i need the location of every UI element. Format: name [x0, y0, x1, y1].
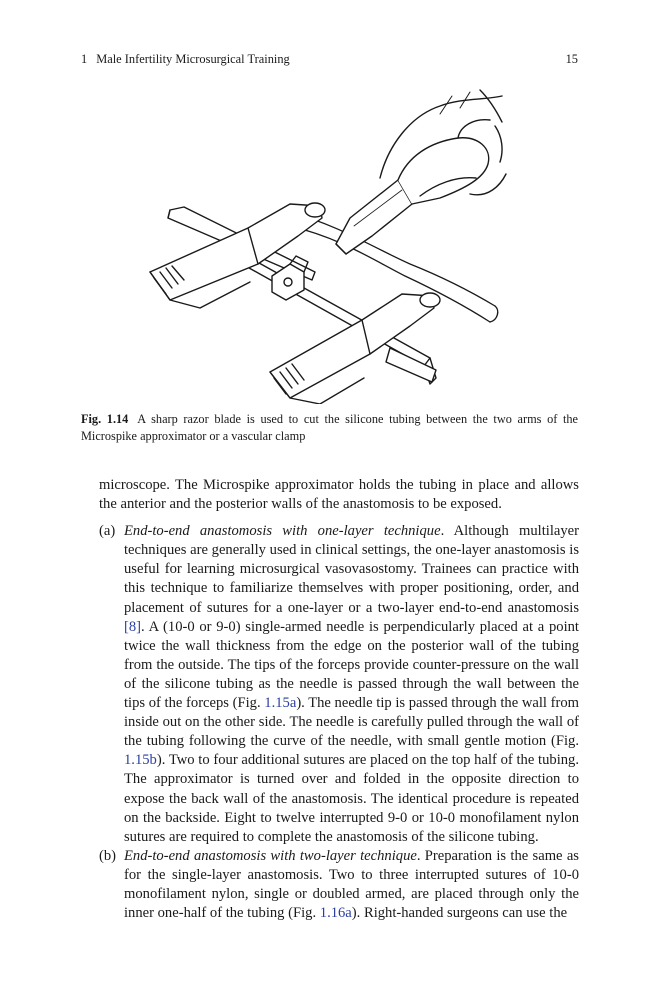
item-b-title: End-to-end anastomosis with two-layer technique	[124, 847, 417, 864]
figure-caption-text: A sharp razor blade is used to cut the silicone tubing between the two arms of the Microspike approximator or a vascular clamp	[81, 412, 578, 443]
intro-paragraph: microscope. The Microspike approximator holds the tubing in place and allows the anterior and the posterior walls of the anastomosis to be exposed.	[99, 477, 579, 513]
chapter-title: Male Infertility Microsurgical Training	[96, 52, 290, 66]
figure-label: Fig. 1.14	[81, 412, 129, 426]
item-b-text-1: . Preparation is the same as for the single-layer anastomosis. Two to three interrupted sutures of 10-0 monofilament nylon, single or doubled armed, are placed through only the inner one-half of the tubing (Fig.	[124, 847, 579, 922]
list-item-b	[99, 847, 579, 923]
item-a-text-4: ). Two to four additional sutures are placed on the top half of the tubing. The approximator is turned over and folded in the opposite direction to expose the back wall of the anastomosis. The identical procedure is repeated on the backside. Eight to twelve interrupted 9-0 or 10-0 monofilament nylon sutures are required to complete the anastomosis of the silicone tubing.	[124, 752, 579, 845]
list-content-a	[124, 522, 579, 847]
citation-link[interactable]: [8]	[124, 618, 142, 635]
item-b-text-2: ). Right-handed surgeons can use the	[351, 905, 568, 922]
list-marker-b: (b)	[99, 847, 117, 864]
razor-clamp-illustration	[140, 86, 530, 404]
item-a-text-3: ). The needle tip is passed through the wall from inside out on the other side. The needle is carefully pulled through the wall of the tubing following the curve of the needle, with small gentle motion (Fig.	[124, 695, 579, 750]
figure-link-1-16a[interactable]: 1.16a	[319, 905, 352, 922]
item-a-title: End-to-end anastomosis with one-layer technique	[124, 523, 441, 540]
chapter-heading	[81, 52, 299, 68]
figure-link-1-15b[interactable]: 1.15b	[124, 752, 157, 769]
chapter-number: 1	[81, 52, 88, 66]
figure-illustration	[140, 86, 530, 404]
item-a-text-1: . Although multilayer techniques are generally used in clinical settings, the one-layer anastomosis is useful for learning microsurgical vasovasostomy. Trainees can practice with this technique to familiarize themselves with proper positioning, order, and placement of sutures for a one-layer or a two-layer end-to-end anastomosis	[124, 523, 579, 616]
list-item-a	[99, 522, 579, 847]
page-number: 15	[565, 52, 578, 66]
item-a-text-2: . A (10-0 or 9-0) single-armed needle is perpendicularly placed at a point twice the wall thickness from the edge on the posterior wall of the tubing from the outside. The tips of the forceps provide counter-pressure on the wall of the silicone tubing as the needle is passed through the wall between the tips of the forceps (Fig.	[124, 618, 579, 712]
running-head	[81, 52, 578, 68]
figure-link-1-15a[interactable]: 1.15a	[264, 695, 297, 712]
body-text	[99, 476, 579, 923]
list-content-b	[124, 847, 579, 923]
figure-caption	[81, 411, 578, 444]
list-marker-a: (a)	[99, 523, 116, 540]
